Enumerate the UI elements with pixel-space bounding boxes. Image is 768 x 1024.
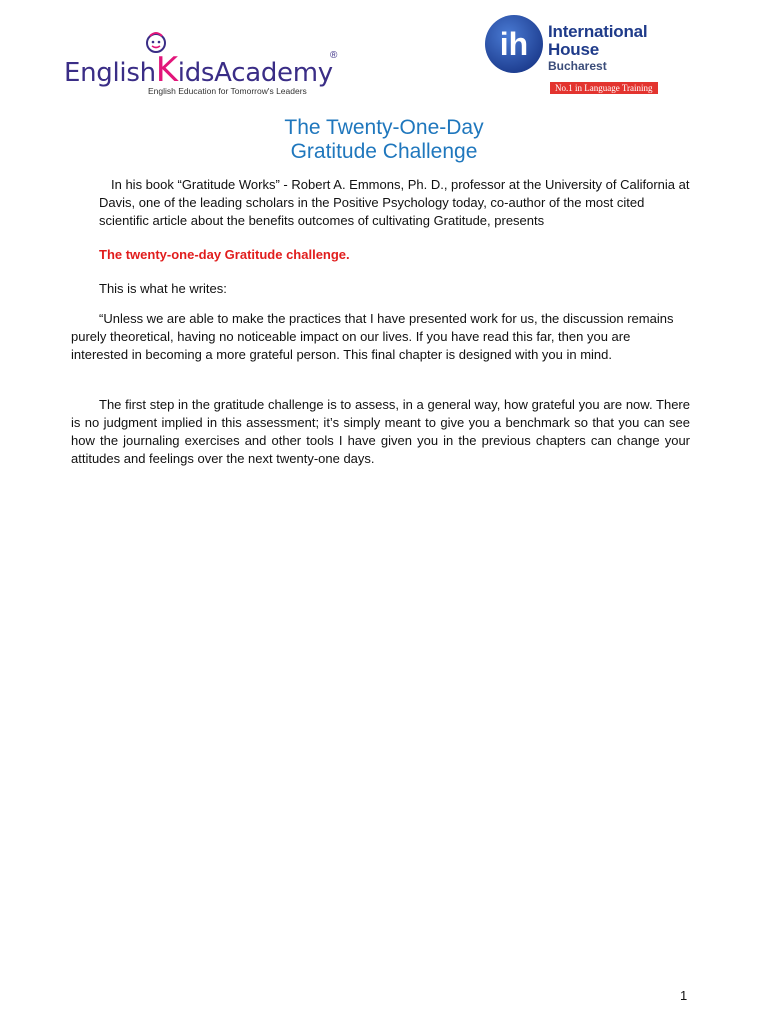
ih-monogram-icon [484, 14, 544, 74]
registered-mark: ® [330, 50, 338, 61]
title-line-2: Gratitude Challenge [290, 140, 478, 163]
intro-paragraph: In his book “Gratitude Works” - Robert A. Emmons, Ph. D., professor at the University of California at Davis, one of the leading scholars in the Positive Psychology today, co-author of the most cited scientific article about the benefits outcomes of cultivating Gratitude, presents [99, 177, 690, 228]
international-house-logo [484, 14, 684, 98]
ih-monogram-text: ih [499, 26, 529, 62]
ih-badge: No.1 in Language Training [550, 82, 658, 94]
first-step-paragraph: The first step in the gratitude challenge is to assess, in a general way, how grateful you are now. There is no judgment implied in this assessment; it’s simply meant to give you a benchmark so that you can see how the journaling exercises and other tools I have given you in the previous chapters can change your attitudes and feelings over the next twenty-one days. [71, 397, 690, 466]
eka-tagline: English Education for Tomorrow's Leaders [148, 86, 307, 96]
writes-paragraph: This is what he writes: [99, 281, 227, 296]
eka-word-academy: Academy [214, 58, 333, 88]
english-kids-academy-logo [60, 28, 350, 100]
ih-city: Bucharest [548, 59, 607, 73]
title-line-1: The Twenty-One-Day [284, 116, 484, 139]
eka-word-ids: ids [177, 58, 215, 88]
ih-name-line2: House [548, 40, 599, 59]
quote-paragraph: “Unless we are able to make the practices that I have presented work for us, the discussion remains purely theoretical, having no noticeable impact on our lives. If you have read this far, then you are interested in becoming a more grateful person. This final chapter is designed with you in mind. [71, 311, 674, 362]
ih-name-line1: International [548, 22, 648, 41]
eka-word-english: English [64, 58, 156, 88]
page-number: 1 [680, 988, 688, 1003]
document-title [0, 116, 768, 164]
eka-wordmark [64, 50, 333, 90]
eka-word-k: K [155, 50, 178, 90]
highlight-heading: The twenty-one-day Gratitude challenge. [99, 247, 350, 262]
